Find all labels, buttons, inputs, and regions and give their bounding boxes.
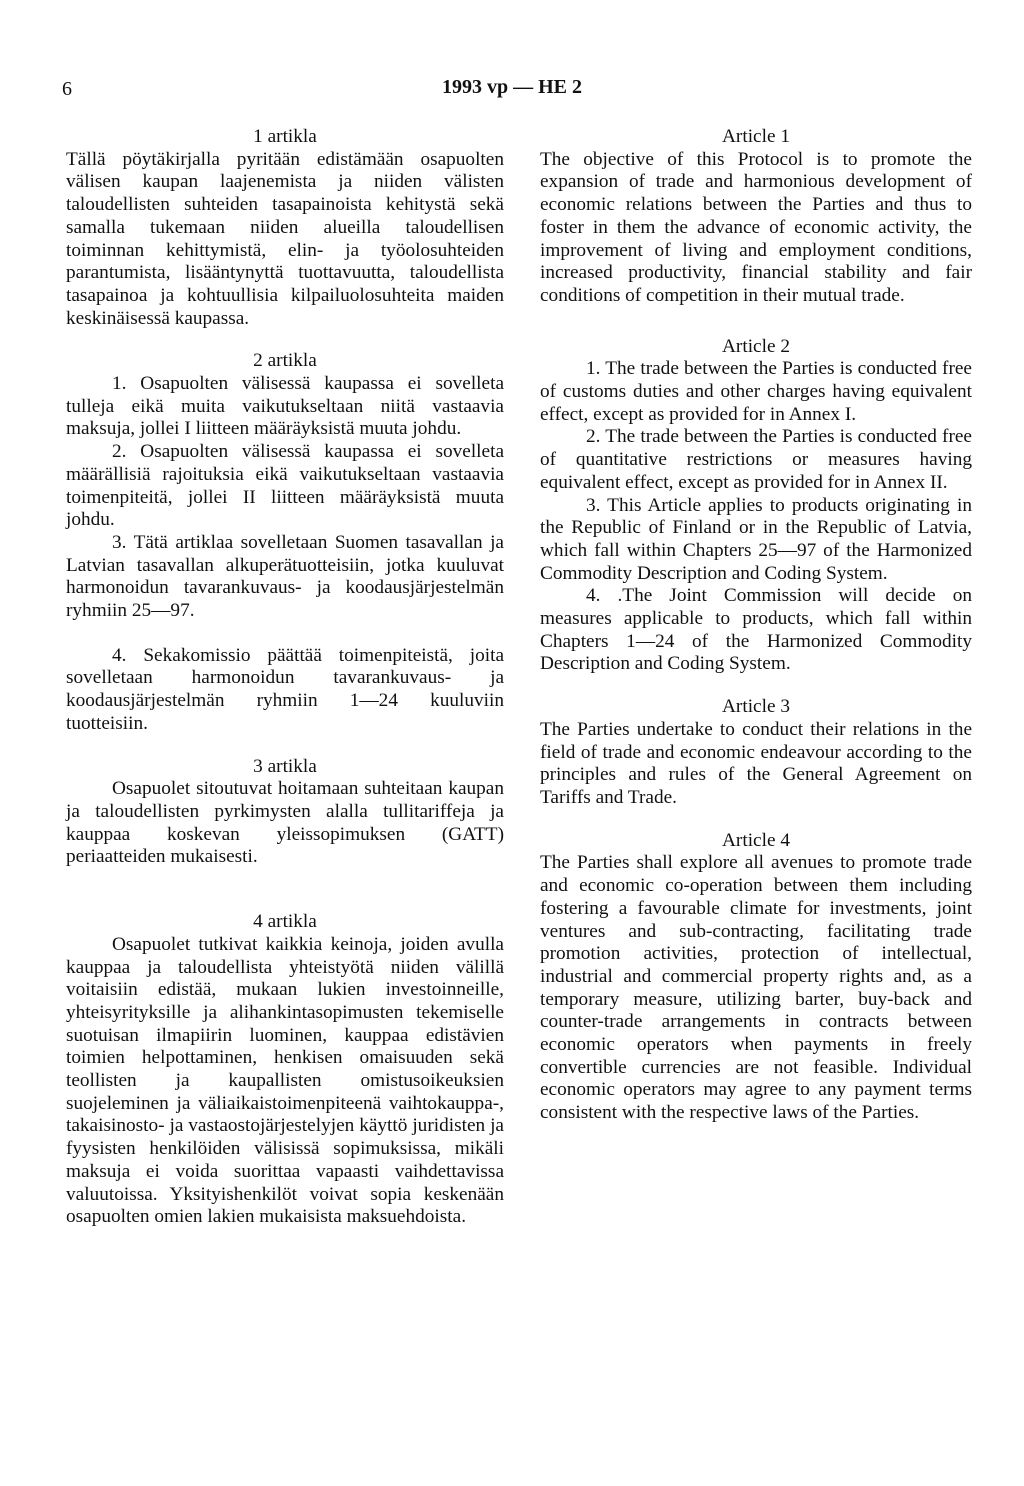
fi-article-3: [66, 756, 504, 870]
en-article-4: [540, 830, 972, 1125]
en-article-1-heading: Article 1: [722, 126, 790, 147]
fi-article-3-heading: 3 artikla: [253, 755, 317, 777]
en-article-4-text: The Parties shall explore all avenues to promote trade and economic co-operation between them including fostering a favourable climate for investments, joint ventures and sub-contracting, facilitating trade promotion activities, protection of intellectual, industrial and commercial property rights and, as a temporary measure, utilizing barter, buy-back and counter-trade arrangements in contracts between economic operators when payments in freely convertible currencies are not feasible. Individual economic operators may agree to any payment terms consistent with the respective laws of the Parties.: [540, 852, 972, 1124]
en-article-2-para-4: 4. .The Joint Commission will decide on measures applicable to products, which fall within Chapters 1—24 of the Harmonized Commodity Description and Coding System.: [540, 585, 972, 675]
en-article-2: [540, 336, 972, 677]
fi-article-2: [66, 350, 504, 735]
fi-article-4-heading: 4 artikla: [253, 911, 317, 933]
en-article-4-heading: Article 4: [722, 829, 790, 851]
en-article-1-text: The objective of this Protocol is to promote the expansion of trade and harmonious development of economic relations between the Parties and thus to foster in them the advance of economic activity, the improvement of living and employment conditions, increased productivity, financial stability and fair conditions of competition in their mutual trade.: [540, 148, 972, 306]
en-article-3-heading: Article 3: [722, 696, 790, 718]
fi-article-3-text: Osapuolet sitoutuvat hoitamaan suhteitaan kaupan ja taloudellisten pyrkimysten alalla tullitariffeja ja kauppaa koskevan yleissopimuksen (GATT) periaatteiden mukaisesti.: [66, 778, 504, 868]
fi-article-1: [66, 126, 504, 330]
en-article-2-para-2: 2. The trade between the Parties is conducted free of quantitative restrictions or measures having equivalent effect, except as provided for in Annex II.: [540, 426, 972, 493]
fi-article-1-heading: 1 artikla: [253, 126, 317, 147]
en-article-2-para-1: 1. The trade between the Parties is conducted free of customs duties and other charges having equivalent effect, except as provided for in Annex I.: [540, 358, 972, 425]
en-article-2-heading: Article 2: [722, 335, 790, 357]
fi-article-2-heading: 2 artikla: [253, 350, 317, 372]
en-article-3: [540, 696, 972, 810]
fi-article-2-para-3: 3. Tätä artiklaa sovelletaan Suomen tasavallan ja Latvian tasavallan alkuperätuotteisiin, jotka kuuluvat harmonoidun tavarankuvaus- ja koodausjärjestelmän ryhmiin 25—97.: [66, 531, 504, 622]
page-header-title: 1993 vp — HE 2: [441, 76, 583, 98]
en-article-2-para-3: 3. This Article applies to products originating in the Republic of Finland or in the Republic of Latvia, which fall within Chapters 25—97 of the Harmonized Commodity Description and Coding System.: [540, 494, 972, 584]
fi-article-4-text: Osapuolet tutkivat kaikkia keinoja, joiden avulla kauppaa ja taloudellista yhteistyötä niiden välillä voitaisiin edistää, mukaan lukien investoinneille, yhteisyrityksille ja alihankintasopimusten tekemiselle suotuisan ilmapiirin luominen, kauppaa edistävien toimien helpottaminen, henkisen omaisuuden sekä teollisten ja kaupallisten omistusoikeuksien suojeleminen ja väliaikaistoimenpiteenä vaihtokauppa-, takaisinosto- ja vastaostojärjestelyjen käyttö juridisten ja fyysisten henkilöiden välisissä sopimuksissa, mikäli maksuja ei voida suorittaa vapaasti vaihdettavissa valuutoissa. Yksityishenkilöt voivat sopia keskenään osapuolten omien lakien mukaisista maksuehdoista.: [66, 933, 504, 1228]
english-column: [540, 126, 972, 1145]
fi-article-1-text: Tällä pöytäkirjalla pyritään edistämään osapuolten välisen kaupan laajenemista ja niiden välisten taloudellisten suhteiden tasapainoista kehitystä sekä samalla tukemaan niiden alueilla taloudellisen toiminnan kehittymistä, elin- ja työolosuhteiden parantumista, lisääntynyttä tuottavuutta, taloudellista tasapainoa ja kohtuullisia kilpailuolosuhteita maiden keskinäisessä kaupassa.: [66, 148, 504, 329]
en-article-1: [540, 126, 972, 308]
finnish-column: [66, 126, 504, 1249]
en-article-3-text: The Parties undertake to conduct their relations in the field of trade and economic endeavour according to the principles and rules of the General Agreement on Tariffs and Trade.: [540, 718, 972, 808]
fi-article-2-para-2: 2. Osapuolten välisessä kaupassa ei sovelleta määrällisiä rajoituksia eikä vaikutukseltaan vastaavia toimenpiteitä, jollei II liitteen määräyksistä muuta johdu.: [66, 441, 504, 531]
fi-article-2-para-4: 4. Sekakomissio päättää toimenpiteistä, joita sovelletaan harmonoidun tavarankuvaus- ja koodausjärjestelmän ryhmiin 1—24 kuuluviin tuotteisiin.: [66, 644, 504, 734]
page-number: 6: [62, 78, 72, 100]
fi-article-4: [66, 911, 504, 1229]
fi-article-2-para-1: 1. Osapuolten välisessä kaupassa ei sovelleta tulleja eikä muita vaikutukseltaan niitä vastaavia maksuja, jollei I liitteen määräyksistä muuta johdu.: [66, 373, 504, 440]
